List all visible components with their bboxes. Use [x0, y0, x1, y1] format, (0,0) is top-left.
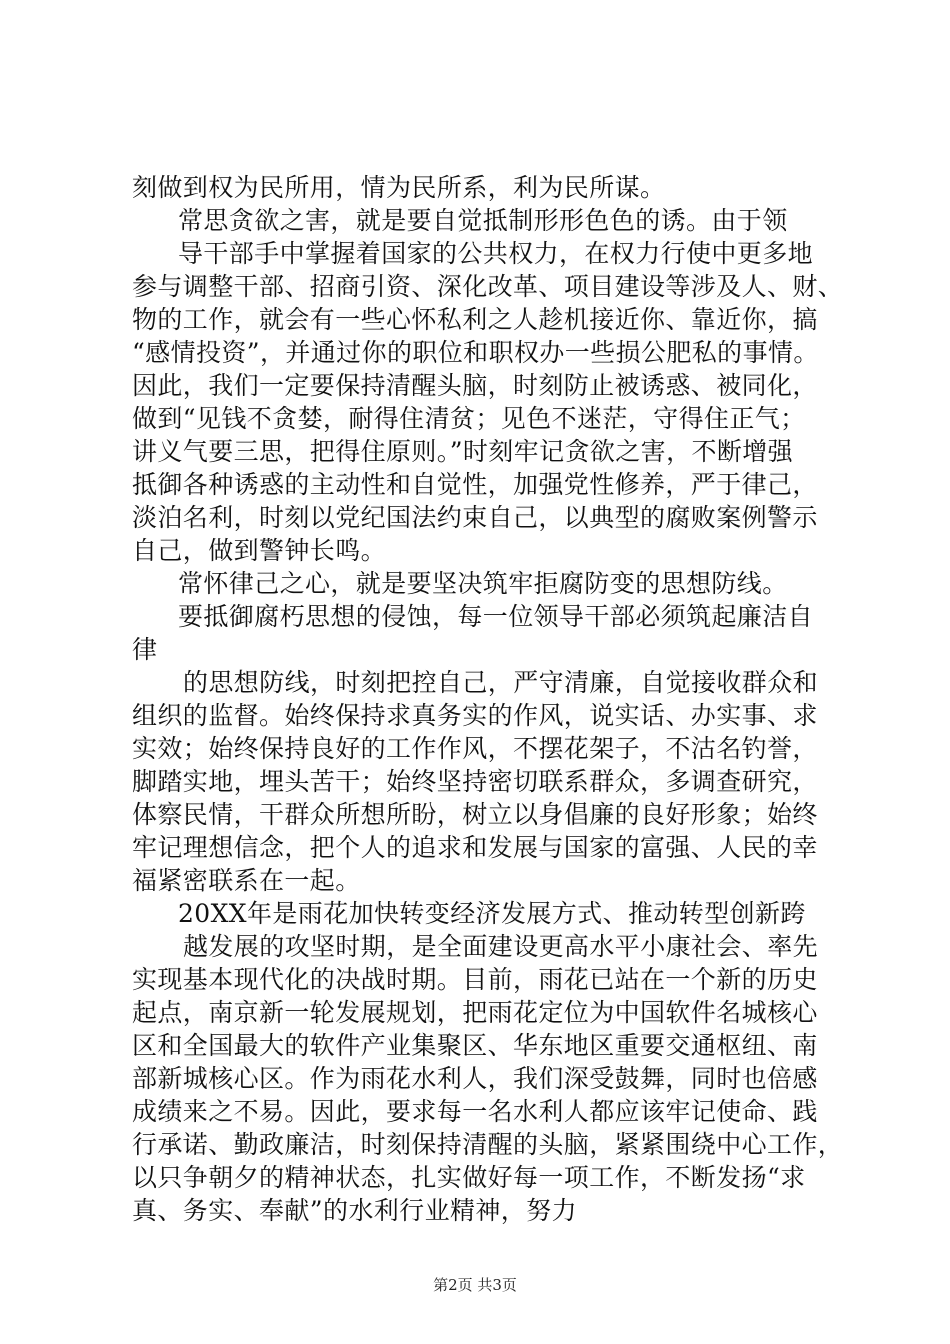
text-line: 因此，我们一定要保持清醒头脑，时刻防止被诱惑、被同化，: [132, 371, 818, 400]
text-line: 越发展的攻坚时期，是全面建设更高水平小康社会、率先: [183, 932, 819, 961]
text-line: 导干部手中掌握着国家的公共权力，在权力行使中更多地: [178, 239, 814, 268]
text-line: 淡泊名利，时刻以党纪国法约束自己，以典型的腐败案例警示: [132, 503, 818, 532]
text-line: 实现基本现代化的决战时期。目前，雨花已站在一个新的历史: [132, 965, 818, 994]
text-line: 要抵御腐朽思想的侵蚀，每一位领导干部必须筑起廉洁自: [178, 602, 814, 631]
text-line: 真、务实、奉献”的水利行业精神，努力: [132, 1196, 577, 1225]
text-line: 做到“见钱不贪婪，耐得住清贫；见色不迷茫，守得住正气；: [132, 404, 806, 433]
text-line: 以只争朝夕的精神状态，扎实做好每一项工作，不断发扬“求: [132, 1163, 806, 1192]
text-line: 成绩来之不易。因此，要求每一名水利人都应该牢记使命、践: [132, 1097, 818, 1126]
text-line: 实效；始终保持良好的工作作风，不摆花架子，不沽名钓誉，: [132, 734, 818, 763]
text-line: 福紧密联系在一起。: [132, 866, 361, 895]
text-line: 的思想防线，时刻把控自己，严守清廉，自觉接收群众和: [183, 668, 819, 697]
text-line: “感情投资”，并通过你的职位和职权办一些损公肥私的事情。: [132, 338, 819, 367]
text-line: 物的工作，就会有一些心怀私利之人趁机接近你、靠近你，搞: [132, 305, 818, 334]
text-line: 常思贪欲之害，就是要自觉抵制形形色色的诱。由于领: [178, 206, 788, 235]
text-line: 起点，南京新一轮发展规划，把雨花定位为中国软件名城核心: [132, 998, 818, 1027]
text-line: 律: [132, 635, 158, 664]
text-line: 20XX年是雨花加快转变经济发展方式、推动转型创新跨: [178, 899, 806, 928]
text-line: 抵御各种诱惑的主动性和自觉性，加强党性修养，严于律己，: [132, 470, 818, 499]
text-line: 区和全国最大的软件产业集聚区、华东地区重要交通枢纽、南: [132, 1031, 818, 1060]
text-line: 常怀律己之心，就是要坚决筑牢拒腐防变的思想防线。: [178, 569, 788, 598]
text-line: 部新城核心区。作为雨花水利人，我们深受鼓舞，同时也倍感: [132, 1064, 818, 1093]
text-line: 参与调整干部、招商引资、深化改革、项目建设等涉及人、财、: [132, 272, 844, 301]
text-line: 行承诺、勤政廉洁，时刻保持清醒的头脑，紧紧围绕中心工作，: [132, 1130, 844, 1159]
text-line: 体察民情，干群众所想所盼，树立以身倡廉的良好形象；始终: [132, 800, 818, 829]
text-line: 脚踏实地，埋头苦干；始终坚持密切联系群众，多调查研究，: [132, 767, 818, 796]
text-line: 牢记理想信念，把个人的追求和发展与国家的富强、人民的幸: [132, 833, 818, 862]
page-number-footer: 第2页 共3页: [433, 1276, 517, 1294]
text-line: 组织的监督。始终保持求真务实的作风，说实话、办实事、求: [132, 701, 818, 730]
text-line: 刻做到权为民所用，情为民所系，利为民所谋。: [132, 173, 666, 202]
text-line: 讲义气要三思，把得住原则。”时刻牢记贪欲之害，不断增强: [132, 437, 794, 466]
text-line: 自己，做到警钟长鸣。: [132, 536, 387, 565]
